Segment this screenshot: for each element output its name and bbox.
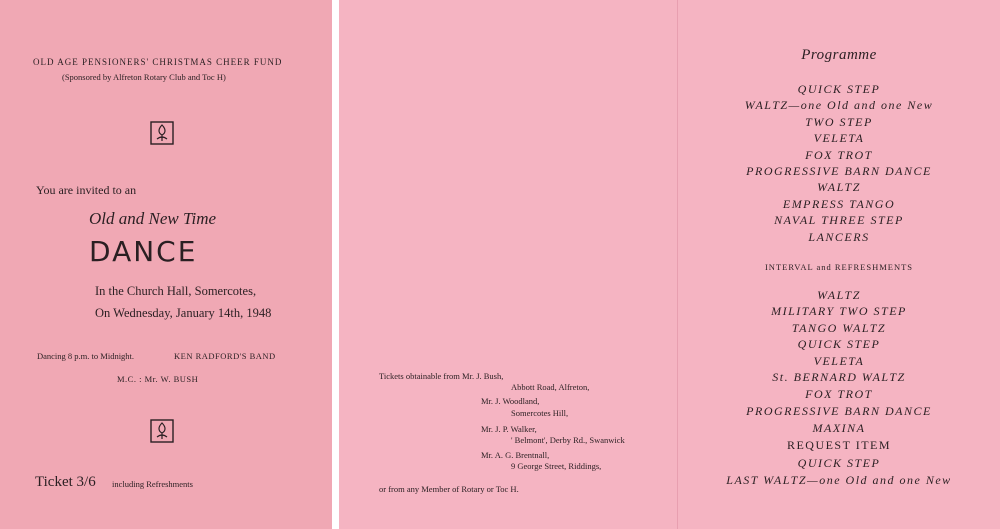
tickets-footer: or from any Member of Rotary or Toc H. bbox=[379, 484, 519, 494]
date-line: On Wednesday, January 14th, 1948 bbox=[95, 306, 272, 320]
tickets-intro: Tickets obtainable from Mr. J. Bush, bbox=[379, 371, 504, 381]
sponsor-line: (Sponsored by Alfreton Rotary Club and Toc H) bbox=[62, 72, 226, 82]
seller-name: Mr. J. P. Walker, bbox=[481, 424, 537, 434]
dance-item: FOX TROT bbox=[805, 387, 873, 401]
seller-name: Mr. J. Woodland, bbox=[481, 396, 540, 406]
dance-item: WALTZ—one Old and one New bbox=[744, 98, 934, 112]
dance-item: VELETA bbox=[813, 354, 865, 368]
tickets-panel bbox=[339, 0, 678, 529]
dance-item: St. BERNARD WALTZ bbox=[772, 370, 906, 384]
dance-item: EMPRESS TANGO bbox=[782, 197, 896, 211]
seller-address: 9 George Street, Riddings, bbox=[511, 461, 602, 471]
ornament-icon bbox=[150, 121, 174, 145]
dance-item: TANGO WALTZ bbox=[791, 321, 887, 335]
seller-address: ' Belmont', Derby Rd., Swanwick bbox=[511, 435, 625, 445]
venue-line: In the Church Hall, Somercotes, bbox=[95, 284, 257, 298]
dance-item: QUICK STEP bbox=[797, 456, 881, 470]
dance-item: MILITARY TWO STEP bbox=[771, 304, 907, 318]
dance-item: WALTZ bbox=[817, 180, 861, 194]
dance-item: PROGRESSIVE BARN DANCE bbox=[746, 404, 932, 418]
band-line: KEN RADFORD'S BAND bbox=[174, 351, 276, 361]
ticket-price: Ticket 3/6 bbox=[35, 474, 96, 490]
dance-item: PROGRESSIVE BARN DANCE bbox=[746, 164, 932, 178]
dance-item: REQUEST ITEM bbox=[786, 438, 892, 452]
event-title: Old and New Time bbox=[89, 209, 217, 228]
dance-item: LANCERS bbox=[808, 230, 870, 244]
dance-item: QUICK STEP bbox=[797, 82, 881, 96]
dance-item: QUICK STEP bbox=[797, 337, 881, 351]
ornament-icon bbox=[150, 419, 174, 443]
programme-panel bbox=[678, 0, 1000, 529]
dance-item: FOX TROT bbox=[805, 148, 873, 162]
interval-line: INTERVAL and REFRESHMENTS bbox=[764, 262, 914, 272]
cover-panel bbox=[0, 0, 332, 529]
dance-item: NAVAL THREE STEP bbox=[774, 213, 904, 227]
seller-address: Abbott Road, Alfreton, bbox=[511, 382, 590, 392]
seller-address: Somercotes Hill, bbox=[511, 408, 569, 418]
dance-item: MAXINA bbox=[812, 421, 866, 435]
dance-item: LAST WALTZ—one Old and one New bbox=[726, 473, 952, 487]
mc-line: M.C. : Mr. W. BUSH bbox=[117, 374, 199, 384]
event-dance: DANCE bbox=[89, 235, 198, 268]
dance-item: VELETA bbox=[813, 131, 865, 145]
seller-name: Mr. A. G. Brentnall, bbox=[481, 450, 550, 460]
programme-title: Programme bbox=[801, 47, 877, 63]
ticket-note: including Refreshments bbox=[112, 479, 193, 489]
dance-item: TWO STEP bbox=[805, 115, 873, 129]
fund-title: OLD AGE PENSIONERS' CHRISTMAS CHEER FUND bbox=[33, 57, 283, 67]
hours-line: Dancing 8 p.m. to Midnight. bbox=[37, 351, 135, 361]
invite-line: You are invited to an bbox=[36, 183, 137, 197]
dance-item: WALTZ bbox=[817, 288, 861, 302]
